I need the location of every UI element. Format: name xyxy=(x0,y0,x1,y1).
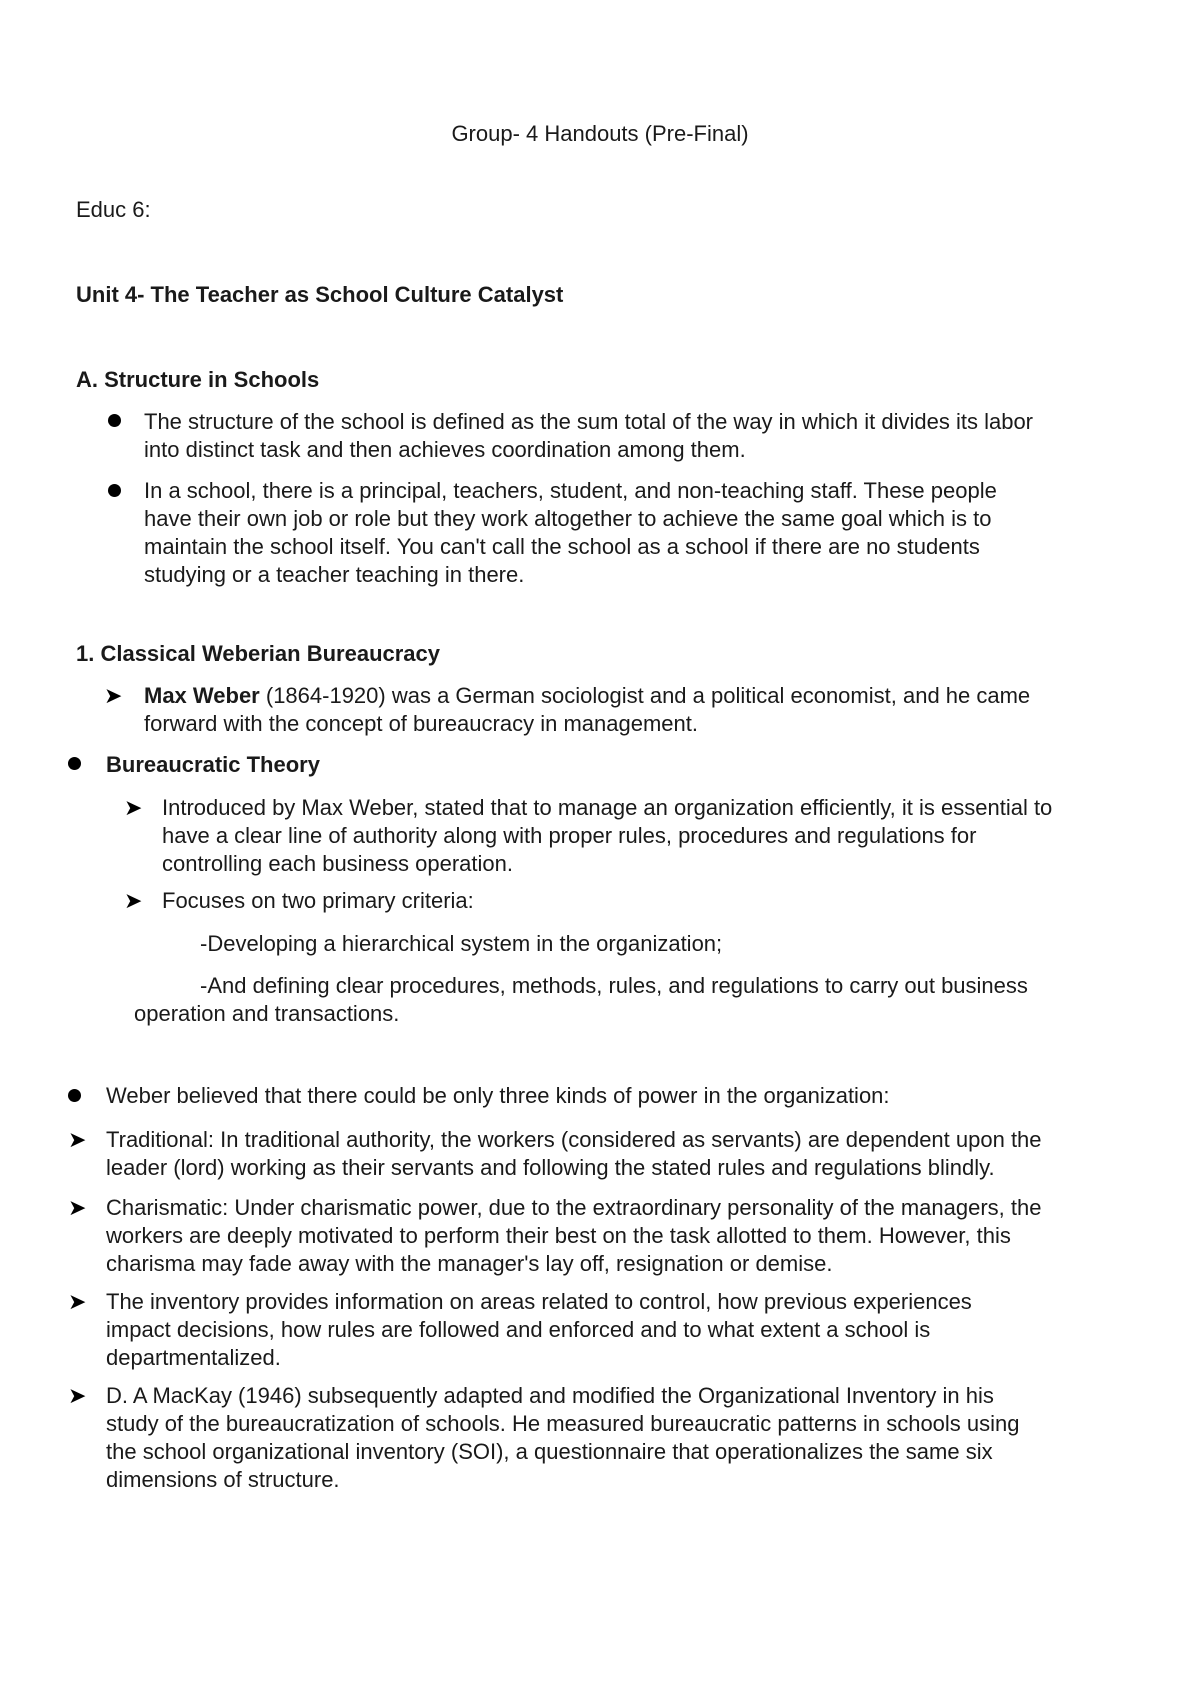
course-label: Educ 6: xyxy=(76,197,151,222)
arrow-icon: ➤ xyxy=(68,1127,87,1152)
weber-paragraph xyxy=(144,682,1074,738)
section-a-heading: A. Structure in Schools xyxy=(76,367,320,392)
arrow-icon: ➤ xyxy=(68,1195,87,1220)
bullet-icon xyxy=(68,757,81,770)
arrow-icon: ➤ xyxy=(124,888,143,913)
section-a-bullet-2: In a school, there is a principal, teachers, student, and non-teaching staff. These people have their own job or role but they work altogether to achieve the same goal which is to maintain the school itself. You can't call the school as a school if there are no students studying or a teacher teaching in there. xyxy=(144,478,997,587)
bullet-icon xyxy=(108,414,121,427)
document-title: Group- 4 Handouts (Pre-Final) xyxy=(451,121,749,146)
arrow-icon: ➤ xyxy=(68,1383,87,1408)
theory-point-1: Introduced by Max Weber, stated that to manage an organization efficiently, it is essential to have a clear line of authority along with proper rules, procedures and regulations for controlling each business operation. xyxy=(162,795,1053,876)
arrow-icon: ➤ xyxy=(124,795,143,820)
arrow-icon: ➤ xyxy=(68,1289,87,1314)
bullet-icon xyxy=(108,484,121,497)
section-1-heading: 1. Classical Weberian Bureaucracy xyxy=(76,641,441,666)
section-a-bullet-1: The structure of the school is defined as the sum total of the way in which it divides its labor into distinct task and then achieves coordination among them. xyxy=(144,409,1034,462)
criteria-1: -Developing a hierarchical system in the organization; xyxy=(200,931,723,956)
weber-description: (1864-1920) was a German sociologist and a political economist, and he came forward with the concept of bureaucracy in management. xyxy=(144,683,1031,736)
weber-name: Max Weber xyxy=(144,683,260,708)
power-item-traditional: Traditional: In traditional authority, the workers (considered as servants) are dependent upon the leader (lord) working as their servants and following the stated rules and regulations blindly. xyxy=(106,1127,1042,1180)
power-intro: Weber believed that there could be only three kinds of power in the organization: xyxy=(106,1083,890,1108)
power-item-inventory: The inventory provides information on areas related to control, how previous experiences impact decisions, how rules are followed and enforced and to what extent a school is departmentalized. xyxy=(106,1289,972,1370)
bureaucratic-theory-heading: Bureaucratic Theory xyxy=(106,752,320,777)
power-item-charismatic: Charismatic: Under charismatic power, due to the extraordinary personality of the managers, the workers are deeply motivated to perform their best on the task allotted to them. However, this charisma may fade away with the manager's lay off, resignation or demise. xyxy=(106,1195,1042,1276)
arrow-icon: ➤ xyxy=(104,683,123,708)
criteria-2: -And defining clear procedures, methods, rules, and regulations to carry out business operation and transactions. xyxy=(134,973,1028,1026)
theory-point-2: Focuses on two primary criteria: xyxy=(162,888,474,913)
unit-heading: Unit 4- The Teacher as School Culture Catalyst xyxy=(76,282,564,307)
bullet-icon xyxy=(68,1089,81,1102)
power-item-mackay: D. A MacKay (1946) subsequently adapted and modified the Organizational Inventory in his study of the bureaucratization of schools. He measured bureaucratic patterns in schools using the school organizational inventory (SOI), a questionnaire that operationalizes the same six dimensions of structure. xyxy=(106,1383,1020,1492)
